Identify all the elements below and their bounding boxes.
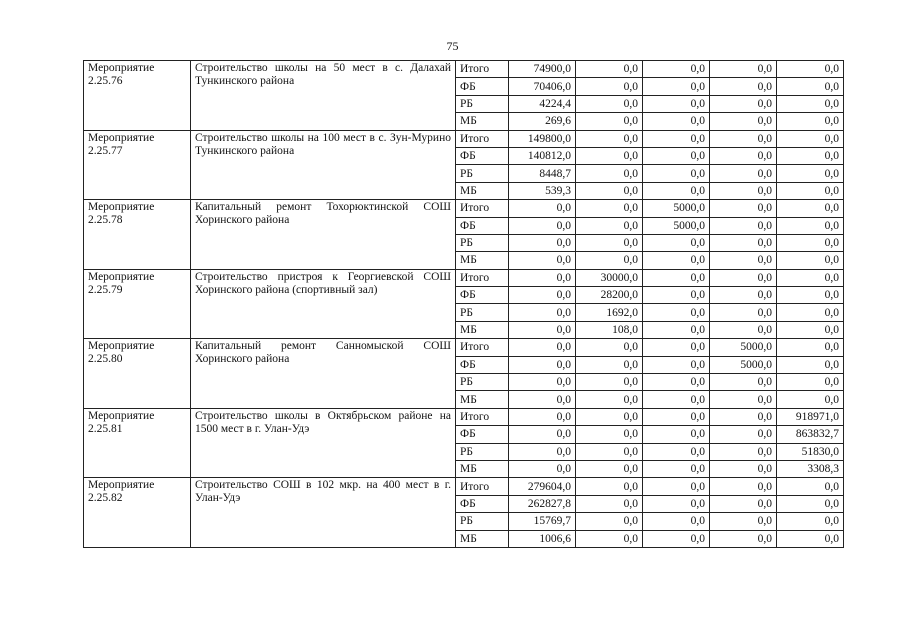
funding-source: РБ bbox=[456, 304, 509, 321]
amount-cell: 0,0 bbox=[576, 426, 643, 443]
budget-table bbox=[83, 60, 844, 548]
amount-cell: 0,0 bbox=[576, 374, 643, 391]
amount-cell: 0,0 bbox=[509, 234, 576, 251]
amount-cell: 74900,0 bbox=[509, 61, 576, 78]
amount-cell: 0,0 bbox=[777, 113, 844, 130]
amount-cell: 0,0 bbox=[509, 460, 576, 477]
amount-cell: 0,0 bbox=[643, 513, 710, 530]
amount-cell: 0,0 bbox=[777, 287, 844, 304]
amount-cell: 0,0 bbox=[710, 200, 777, 217]
amount-cell: 0,0 bbox=[777, 252, 844, 269]
amount-cell: 0,0 bbox=[710, 443, 777, 460]
activity-name: Капитальный ремонт Санномыской СОШ Хоринского района bbox=[191, 339, 456, 409]
amount-cell: 279604,0 bbox=[509, 478, 576, 495]
funding-source: Итого bbox=[456, 130, 509, 147]
funding-source: Итого bbox=[456, 61, 509, 78]
amount-cell: 28200,0 bbox=[576, 287, 643, 304]
amount-cell: 0,0 bbox=[777, 234, 844, 251]
activity-code: Мероприятие 2.25.81 bbox=[84, 408, 191, 478]
activity-name: Капитальный ремонт Тохорюктинской СОШ Хоринского района bbox=[191, 200, 456, 270]
amount-cell: 0,0 bbox=[643, 147, 710, 164]
funding-source: МБ bbox=[456, 391, 509, 408]
amount-cell: 3308,3 bbox=[777, 460, 844, 477]
amount-cell: 1692,0 bbox=[576, 304, 643, 321]
amount-cell: 0,0 bbox=[777, 165, 844, 182]
amount-cell: 0,0 bbox=[576, 78, 643, 95]
amount-cell: 0,0 bbox=[509, 252, 576, 269]
amount-cell: 0,0 bbox=[710, 513, 777, 530]
amount-cell: 0,0 bbox=[643, 408, 710, 425]
amount-cell: 262827,8 bbox=[509, 495, 576, 512]
amount-cell: 0,0 bbox=[710, 269, 777, 286]
amount-cell: 0,0 bbox=[509, 408, 576, 425]
amount-cell: 0,0 bbox=[643, 61, 710, 78]
amount-cell: 0,0 bbox=[777, 200, 844, 217]
amount-cell: 0,0 bbox=[643, 95, 710, 112]
amount-cell: 0,0 bbox=[576, 408, 643, 425]
amount-cell: 0,0 bbox=[643, 78, 710, 95]
amount-cell: 0,0 bbox=[710, 130, 777, 147]
amount-cell: 8448,7 bbox=[509, 165, 576, 182]
amount-cell: 0,0 bbox=[643, 165, 710, 182]
amount-cell: 0,0 bbox=[643, 460, 710, 477]
amount-cell: 0,0 bbox=[576, 147, 643, 164]
activity-code: Мероприятие 2.25.78 bbox=[84, 200, 191, 270]
activity-code: Мероприятие 2.25.80 bbox=[84, 339, 191, 409]
funding-source: ФБ bbox=[456, 356, 509, 373]
table-row bbox=[84, 408, 844, 425]
amount-cell: 0,0 bbox=[576, 234, 643, 251]
amount-cell: 30000,0 bbox=[576, 269, 643, 286]
amount-cell: 108,0 bbox=[576, 321, 643, 338]
amount-cell: 0,0 bbox=[710, 530, 777, 547]
amount-cell: 0,0 bbox=[576, 252, 643, 269]
activity-code: Мероприятие 2.25.79 bbox=[84, 269, 191, 339]
amount-cell: 539,3 bbox=[509, 182, 576, 199]
amount-cell: 0,0 bbox=[777, 495, 844, 512]
amount-cell: 0,0 bbox=[576, 495, 643, 512]
amount-cell: 0,0 bbox=[576, 443, 643, 460]
amount-cell: 0,0 bbox=[777, 530, 844, 547]
amount-cell: 0,0 bbox=[710, 95, 777, 112]
amount-cell: 0,0 bbox=[643, 234, 710, 251]
amount-cell: 0,0 bbox=[777, 61, 844, 78]
amount-cell: 0,0 bbox=[710, 182, 777, 199]
amount-cell: 0,0 bbox=[576, 530, 643, 547]
amount-cell: 0,0 bbox=[710, 374, 777, 391]
funding-source: Итого bbox=[456, 339, 509, 356]
amount-cell: 0,0 bbox=[576, 356, 643, 373]
amount-cell: 0,0 bbox=[777, 391, 844, 408]
activity-name: Строительство школы в Октябрьском районе на 1500 мест в г. Улан-Удэ bbox=[191, 408, 456, 478]
funding-source: Итого bbox=[456, 200, 509, 217]
amount-cell: 0,0 bbox=[643, 182, 710, 199]
amount-cell: 0,0 bbox=[777, 147, 844, 164]
amount-cell: 0,0 bbox=[576, 460, 643, 477]
amount-cell: 0,0 bbox=[643, 356, 710, 373]
amount-cell: 0,0 bbox=[777, 513, 844, 530]
funding-source: РБ bbox=[456, 165, 509, 182]
amount-cell: 0,0 bbox=[710, 165, 777, 182]
amount-cell: 15769,7 bbox=[509, 513, 576, 530]
amount-cell: 140812,0 bbox=[509, 147, 576, 164]
funding-source: ФБ bbox=[456, 287, 509, 304]
activity-code: Мероприятие 2.25.77 bbox=[84, 130, 191, 200]
activity-code: Мероприятие 2.25.82 bbox=[84, 478, 191, 548]
amount-cell: 0,0 bbox=[643, 287, 710, 304]
amount-cell: 0,0 bbox=[643, 391, 710, 408]
amount-cell: 0,0 bbox=[710, 408, 777, 425]
amount-cell: 0,0 bbox=[710, 495, 777, 512]
amount-cell: 0,0 bbox=[710, 147, 777, 164]
activity-name: Строительство СОШ в 102 мкр. на 400 мест в г. Улан-Удэ bbox=[191, 478, 456, 548]
amount-cell: 0,0 bbox=[710, 252, 777, 269]
amount-cell: 0,0 bbox=[643, 443, 710, 460]
amount-cell: 0,0 bbox=[576, 478, 643, 495]
amount-cell: 0,0 bbox=[710, 61, 777, 78]
amount-cell: 0,0 bbox=[643, 252, 710, 269]
amount-cell: 0,0 bbox=[576, 165, 643, 182]
amount-cell: 0,0 bbox=[509, 321, 576, 338]
table-row bbox=[84, 61, 844, 78]
amount-cell: 0,0 bbox=[576, 339, 643, 356]
amount-cell: 0,0 bbox=[710, 321, 777, 338]
amount-cell: 0,0 bbox=[576, 217, 643, 234]
amount-cell: 70406,0 bbox=[509, 78, 576, 95]
funding-source: МБ bbox=[456, 252, 509, 269]
amount-cell: 0,0 bbox=[710, 234, 777, 251]
amount-cell: 0,0 bbox=[710, 426, 777, 443]
amount-cell: 0,0 bbox=[643, 374, 710, 391]
funding-source: ФБ bbox=[456, 426, 509, 443]
amount-cell: 0,0 bbox=[710, 113, 777, 130]
table-row bbox=[84, 339, 844, 356]
amount-cell: 269,6 bbox=[509, 113, 576, 130]
amount-cell: 0,0 bbox=[777, 78, 844, 95]
amount-cell: 5000,0 bbox=[643, 217, 710, 234]
amount-cell: 0,0 bbox=[643, 339, 710, 356]
amount-cell: 0,0 bbox=[509, 356, 576, 373]
activity-name: Строительство школы на 50 мест в с. Далахай Тункинского района bbox=[191, 61, 456, 131]
funding-source: ФБ bbox=[456, 217, 509, 234]
funding-source: РБ bbox=[456, 234, 509, 251]
amount-cell: 0,0 bbox=[710, 304, 777, 321]
amount-cell: 0,0 bbox=[643, 426, 710, 443]
amount-cell: 0,0 bbox=[710, 460, 777, 477]
amount-cell: 0,0 bbox=[777, 304, 844, 321]
amount-cell: 0,0 bbox=[777, 182, 844, 199]
amount-cell: 0,0 bbox=[643, 530, 710, 547]
amount-cell: 0,0 bbox=[777, 321, 844, 338]
amount-cell: 0,0 bbox=[576, 113, 643, 130]
funding-source: РБ bbox=[456, 513, 509, 530]
amount-cell: 0,0 bbox=[710, 287, 777, 304]
amount-cell: 0,0 bbox=[509, 426, 576, 443]
activity-name: Строительство школы на 100 мест в с. Зун-Мурино Тункинского района bbox=[191, 130, 456, 200]
funding-source: Итого bbox=[456, 408, 509, 425]
amount-cell: 0,0 bbox=[710, 78, 777, 95]
funding-source: МБ bbox=[456, 460, 509, 477]
activity-code: Мероприятие 2.25.76 bbox=[84, 61, 191, 131]
amount-cell: 5000,0 bbox=[710, 339, 777, 356]
amount-cell: 0,0 bbox=[643, 113, 710, 130]
amount-cell: 0,0 bbox=[777, 217, 844, 234]
amount-cell: 0,0 bbox=[509, 200, 576, 217]
funding-source: РБ bbox=[456, 443, 509, 460]
funding-source: МБ bbox=[456, 530, 509, 547]
amount-cell: 0,0 bbox=[576, 513, 643, 530]
amount-cell: 0,0 bbox=[777, 95, 844, 112]
amount-cell: 0,0 bbox=[777, 130, 844, 147]
amount-cell: 0,0 bbox=[509, 391, 576, 408]
amount-cell: 0,0 bbox=[576, 182, 643, 199]
amount-cell: 0,0 bbox=[509, 287, 576, 304]
amount-cell: 863832,7 bbox=[777, 426, 844, 443]
funding-source: МБ bbox=[456, 321, 509, 338]
table-row bbox=[84, 478, 844, 495]
amount-cell: 0,0 bbox=[509, 304, 576, 321]
funding-source: Итого bbox=[456, 478, 509, 495]
amount-cell: 149800,0 bbox=[509, 130, 576, 147]
funding-source: ФБ bbox=[456, 78, 509, 95]
page-number: 75 bbox=[446, 39, 459, 53]
amount-cell: 0,0 bbox=[710, 478, 777, 495]
amount-cell: 0,0 bbox=[643, 130, 710, 147]
funding-source: МБ bbox=[456, 113, 509, 130]
amount-cell: 0,0 bbox=[777, 339, 844, 356]
amount-cell: 0,0 bbox=[576, 61, 643, 78]
table-row bbox=[84, 269, 844, 286]
amount-cell: 0,0 bbox=[643, 269, 710, 286]
funding-source: РБ bbox=[456, 95, 509, 112]
amount-cell: 0,0 bbox=[643, 304, 710, 321]
amount-cell: 0,0 bbox=[576, 200, 643, 217]
amount-cell: 0,0 bbox=[710, 217, 777, 234]
funding-source: МБ bbox=[456, 182, 509, 199]
amount-cell: 0,0 bbox=[576, 391, 643, 408]
amount-cell: 0,0 bbox=[643, 495, 710, 512]
amount-cell: 0,0 bbox=[509, 374, 576, 391]
amount-cell: 918971,0 bbox=[777, 408, 844, 425]
funding-source: ФБ bbox=[456, 495, 509, 512]
amount-cell: 0,0 bbox=[509, 339, 576, 356]
amount-cell: 0,0 bbox=[777, 269, 844, 286]
amount-cell: 0,0 bbox=[777, 374, 844, 391]
amount-cell: 5000,0 bbox=[710, 356, 777, 373]
amount-cell: 0,0 bbox=[509, 269, 576, 286]
amount-cell: 0,0 bbox=[777, 478, 844, 495]
amount-cell: 0,0 bbox=[509, 217, 576, 234]
amount-cell: 5000,0 bbox=[643, 200, 710, 217]
table-row bbox=[84, 130, 844, 147]
table-row bbox=[84, 200, 844, 217]
amount-cell: 0,0 bbox=[710, 391, 777, 408]
amount-cell: 0,0 bbox=[777, 356, 844, 373]
funding-source: РБ bbox=[456, 374, 509, 391]
amount-cell: 0,0 bbox=[576, 95, 643, 112]
amount-cell: 4224,4 bbox=[509, 95, 576, 112]
funding-source: Итого bbox=[456, 269, 509, 286]
funding-source: ФБ bbox=[456, 147, 509, 164]
activity-name: Строительство пристроя к Георгиевской СОШ Хоринского района (спортивный зал) bbox=[191, 269, 456, 339]
table-body bbox=[84, 61, 844, 548]
amount-cell: 0,0 bbox=[643, 321, 710, 338]
amount-cell: 0,0 bbox=[509, 443, 576, 460]
amount-cell: 51830,0 bbox=[777, 443, 844, 460]
amount-cell: 0,0 bbox=[643, 478, 710, 495]
amount-cell: 0,0 bbox=[576, 130, 643, 147]
amount-cell: 1006,6 bbox=[509, 530, 576, 547]
